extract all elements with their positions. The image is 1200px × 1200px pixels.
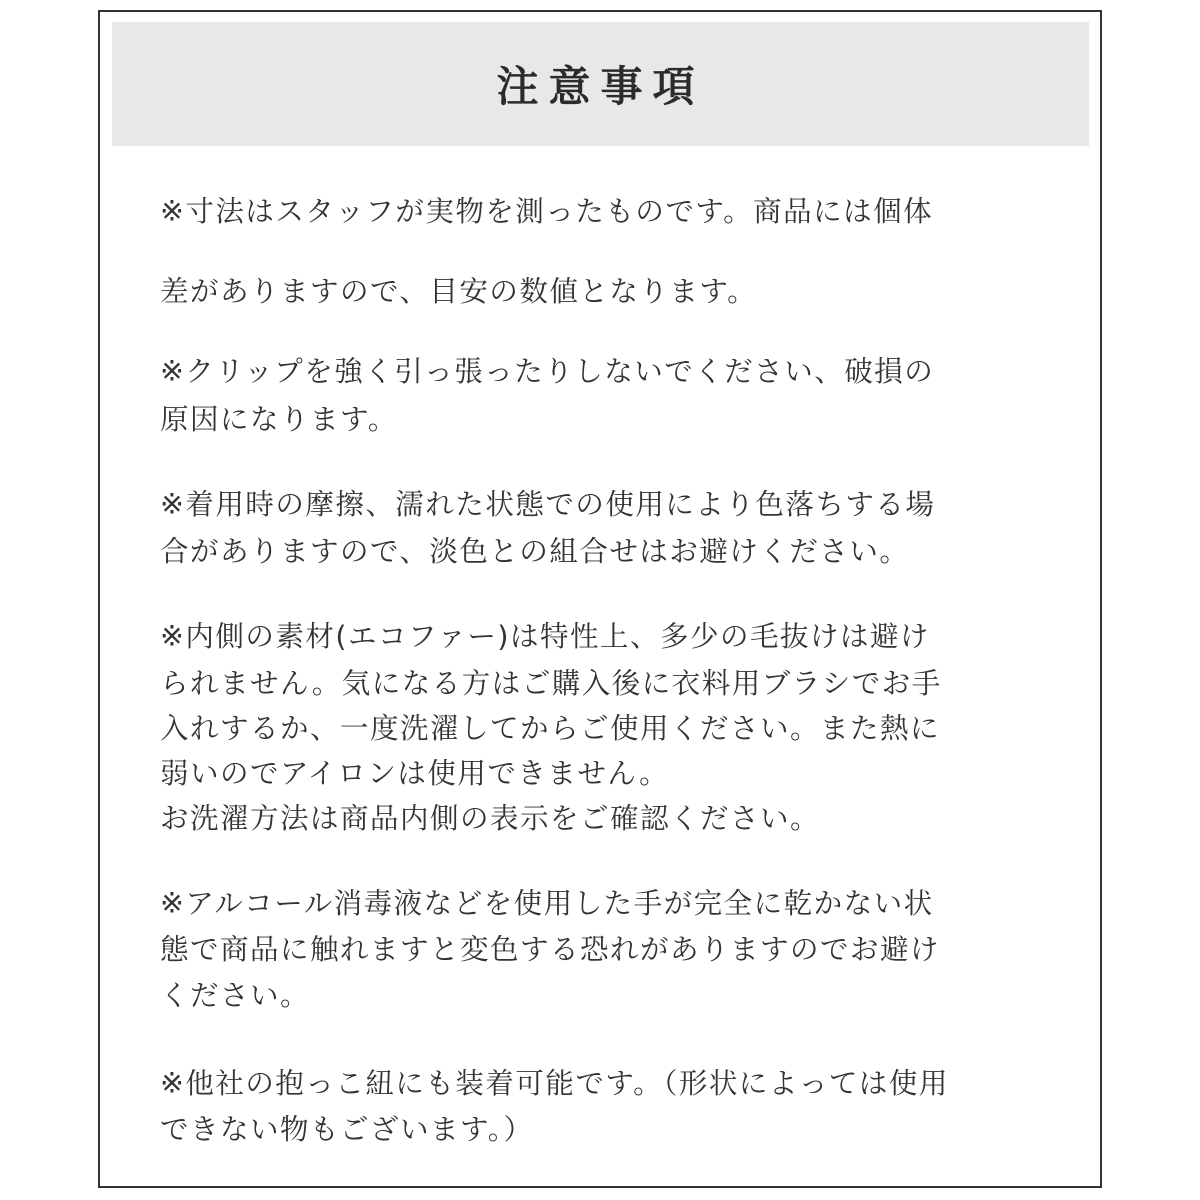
note-line: 合がありますので、淡色との組合せはお避けください。 [160,535,910,568]
note-line: お洗濯方法は商品内側の表示をご確認ください。 [160,802,821,835]
page-title: 注意事項 [496,62,705,111]
note-line: できない物もございます。） [160,1113,534,1146]
note-line: ※寸法はスタッフが実物を測ったものです。商品には個体 [160,195,934,228]
note-line: ※内側の素材(エコファー)は特性上、多少の毛抜けは避け [160,620,931,653]
note-line: 入れするか、一度洗濯してからご使用ください。また熱に [160,712,941,745]
note-line: 弱いのでアイロンは使用できません。 [160,757,670,790]
note-line: 原因になります。 [160,403,398,436]
note-line: ※他社の抱っこ紐にも装着可能です。（形状によっては使用 [160,1067,949,1100]
note-line: られません。気になる方はご購入後に衣料用ブラシでお手 [160,667,942,700]
note-line: 差がありますので、目安の数値となります。 [160,275,758,308]
note-line: 態で商品に触れますと変色する恐れがありますのでお避け [160,933,941,966]
note-line: ※クリップを強く引っ張ったりしないでください、破損の [160,355,935,388]
note-line: ※着用時の摩擦、濡れた状態での使用により色落ちする場 [160,488,936,521]
title-banner [112,22,1089,146]
note-line: ください。 [160,979,311,1012]
note-line: ※アルコール消毒液などを使用した手が完全に乾かない状 [160,887,934,920]
